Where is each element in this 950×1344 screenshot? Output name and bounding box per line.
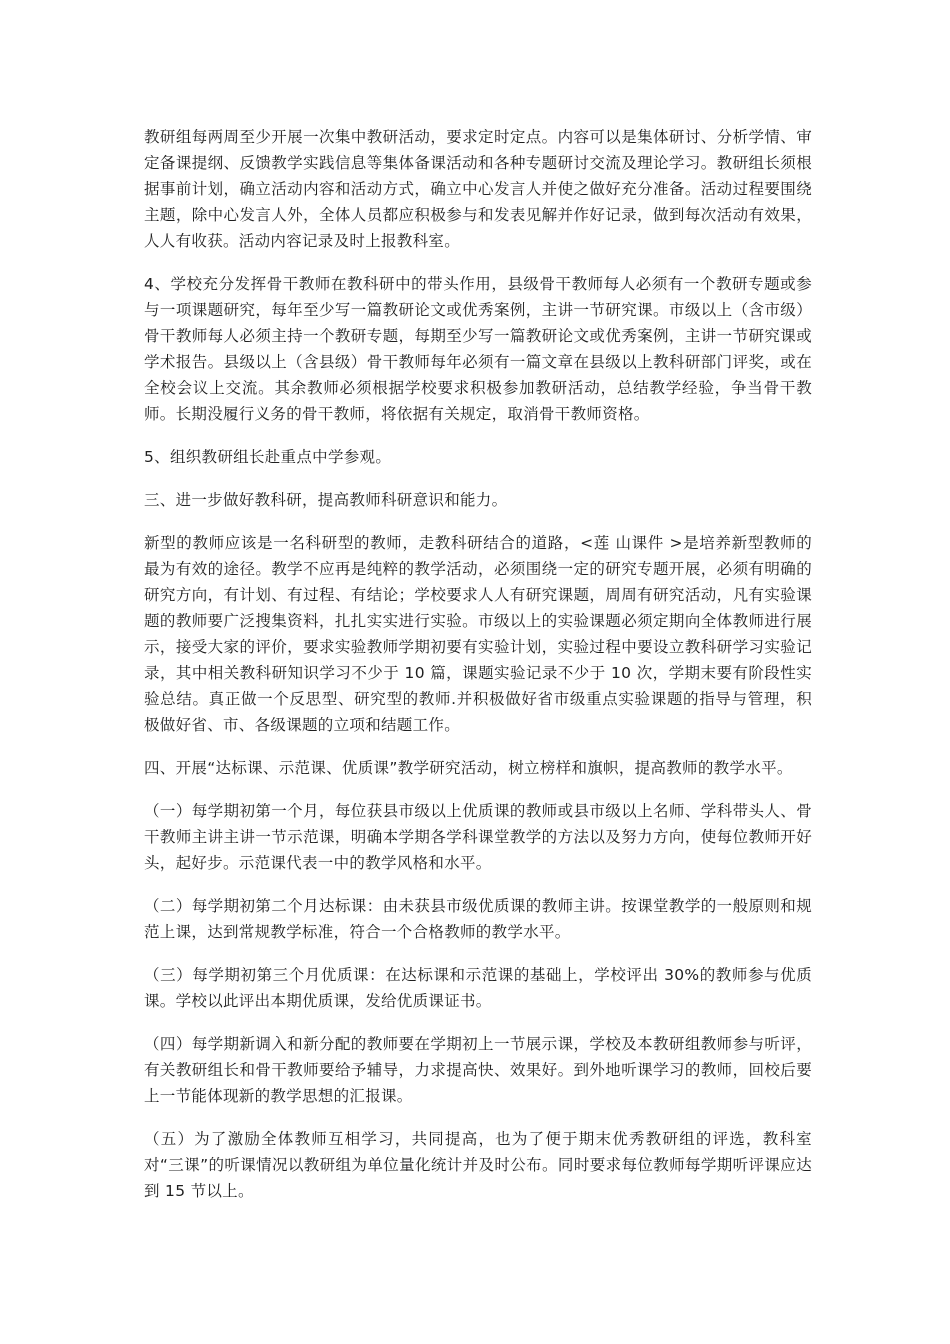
paragraph-standard-lesson: （二）每学期初第二个月达标课：由未获县市级优质课的教师主讲。按课堂教学的一般原则和规范上课，达到常规教学标准，符合一个合格教师的教学水平。 bbox=[144, 897, 812, 941]
document-body bbox=[144, 124, 812, 1221]
paragraph-visit-key-schools: 5、组织教研组长赴重点中学参观。 bbox=[144, 448, 392, 466]
paragraph-weekly-research-activity: 教研组每两周至少开展一次集中教研活动，要求定时定点。内容可以是集体研讨、分析学情、审定备课提纲、反馈教学实践信息等集体备课活动和各种专题研讨交流及理论学习。教研组长须根据事前计划，确立活动内容和活动方式，确立中心发言人并使之做好充分准备。活动过程要围绕主题，除中心发言人外，全体人员都应积极参与和发表见解并作好记录，做到每次活动有效果，人人有收获。活动内容记录及时上报教科室。 bbox=[144, 128, 812, 250]
paragraph-backbone-teachers: 4、学校充分发挥骨干教师在教科研中的带头作用，县级骨干教师每人必须有一个教研专题或参与一项课题研究，每年至少写一篇教研论文或优秀案例，主讲一节研究课。市级以上（含市级）骨干教师每人必须主持一个教研专题，每期至少写一篇教研论文或优秀案例，主讲一节研究课或学术报告。县级以上（含县级）骨干教师每年必须有一篇文章在县级以上教科研部门评奖，或在全校会议上交流。其余教师必须根据学校要求积极参加教研活动，总结教学经验，争当骨干教师。长期没履行义务的骨干教师，将依据有关规定，取消骨干教师资格。 bbox=[144, 275, 812, 423]
paragraph-lesson-observation: （五）为了激励全体教师互相学习，共同提高，也为了便于期末优秀教研组的评选，教科室对“三课”的听课情况以教研组为单位量化统计并及时公布。同时要求每位教师每学期听评课应达到 15 节以上。 bbox=[144, 1130, 812, 1200]
paragraph-research-teachers: 新型的教师应该是一名科研型的教师，走教科研结合的道路，<莲 山课件 >是培养新型教师的最为有效的途径。教学不应再是纯粹的教学活动，必须围绕一定的研究专题开展，必须有明确的研究方向，有计划、有过程、有结论；学校要求人人有研究课题，周周有研究活动，凡有实验课题的教师要广泛搜集资料，扎扎实实进行实验。市级以上的实验课题必须定期向全体教师进行展示，接受大家的评价，要求实验教师学期初要有实验计划，实验过程中要设立教科研学习实验记录，其中相关教科研知识学习不少于 10 篇，课题实验记录不少于 10 次，学期末要有阶段性实验总结。真正做一个反思型、研究型的教师.并积极做好省市级重点实验课题的指导与管理，积极做好省、市、各级课题的立项和结题工作。 bbox=[144, 534, 812, 734]
section-heading-4: 四、开展“达标课、示范课、优质课”教学研究活动，树立榜样和旗帜，提高教师的教学水平。 bbox=[144, 759, 793, 777]
section-heading-3: 三、进一步做好教科研，提高教师科研意识和能力。 bbox=[144, 491, 508, 509]
paragraph-demonstration-lesson: （一）每学期初第一个月，每位获县市级以上优质课的教师或县市级以上名师、学科带头人、骨干教师主讲主讲一节示范课，明确本学期各学科课堂教学的方法以及努力方向，使每位教师开好头，起好步。示范课代表一中的教学风格和水平。 bbox=[144, 802, 812, 872]
paragraph-new-teachers: （四）每学期新调入和新分配的教师要在学期初上一节展示课，学校及本教研组教师参与听评，有关教研组长和骨干教师要给予辅导，力求提高快、效果好。到外地听课学习的教师，回校后要上一节能体现新的教学思想的汇报课。 bbox=[144, 1035, 812, 1105]
paragraph-quality-lesson: （三）每学期初第三个月优质课：在达标课和示范课的基础上，学校评出 30%的教师参与优质课。学校以此评出本期优质课，发给优质课证书。 bbox=[144, 966, 812, 1010]
